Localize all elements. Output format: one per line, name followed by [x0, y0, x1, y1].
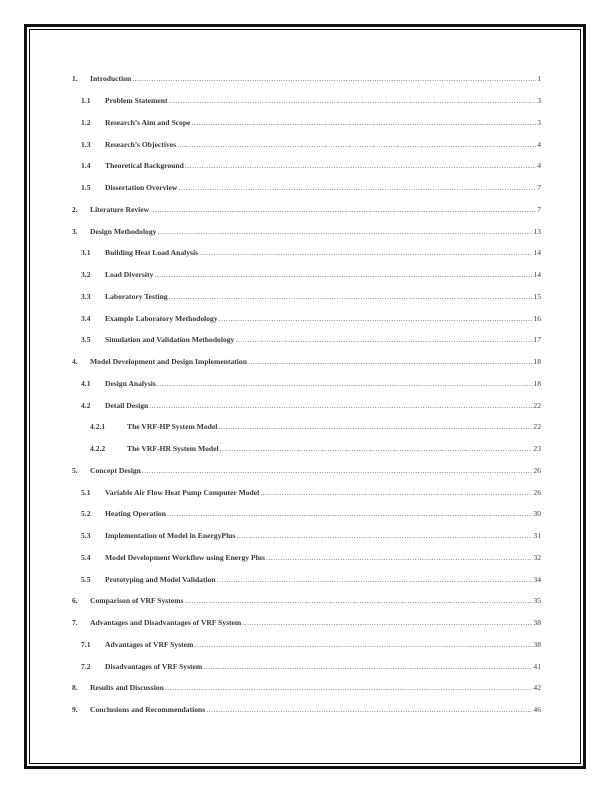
- toc-entry-title: Laboratory Testing: [105, 291, 168, 301]
- toc-entry-page: 18: [533, 378, 541, 388]
- toc-entry-title: Heating Operation: [105, 509, 166, 519]
- toc-entry[interactable]: [72, 416, 541, 438]
- table-of-contents: [72, 68, 541, 721]
- toc-dot-leader: [177, 140, 536, 149]
- toc-entry-page: 38: [533, 639, 541, 649]
- toc-entry[interactable]: [72, 373, 541, 395]
- toc-entry[interactable]: [72, 351, 541, 373]
- toc-dot-leader: [248, 357, 532, 366]
- toc-entry-title: Comparison of VRF Systems: [90, 596, 184, 606]
- toc-entry[interactable]: [72, 699, 541, 721]
- toc-dot-leader: [266, 553, 532, 562]
- toc-entry-number: 3.2: [81, 270, 91, 280]
- toc-dot-leader: [194, 640, 532, 649]
- toc-entry-title: Implementation of Model in EnergyPlus: [105, 531, 236, 541]
- toc-entry[interactable]: [72, 199, 541, 221]
- toc-dot-leader: [235, 335, 532, 344]
- toc-entry-page: 41: [533, 661, 541, 671]
- toc-entry[interactable]: [72, 68, 541, 90]
- toc-entry-title: Load Diversity: [105, 270, 154, 280]
- toc-entry-title: Model Development and Design Implementation: [90, 357, 247, 367]
- toc-entry-number: 3.: [72, 226, 78, 236]
- toc-entry-number: 4.2.2: [90, 444, 106, 454]
- toc-entry[interactable]: [72, 177, 541, 199]
- toc-entry-page: 23: [533, 444, 541, 454]
- toc-entry-number: 3.4: [81, 313, 91, 323]
- toc-entry[interactable]: [72, 481, 541, 503]
- toc-entry-title: Results and Discussion: [90, 683, 164, 693]
- toc-dot-leader: [184, 596, 532, 605]
- toc-entry-number: 7.1: [81, 639, 91, 649]
- toc-entry-page: 35: [533, 596, 541, 606]
- toc-entry-number: 5.4: [81, 552, 91, 562]
- toc-entry-number: 1.1: [81, 96, 91, 106]
- toc-entry-number: 1.: [72, 74, 78, 84]
- toc-entry-number: 4.2.1: [90, 422, 106, 432]
- toc-entry-number: 1.3: [81, 139, 91, 149]
- toc-entry-title: Problem Statement: [105, 96, 168, 106]
- toc-entry-page: 14: [533, 248, 541, 258]
- toc-entry[interactable]: [72, 286, 541, 308]
- toc-entry-page: 22: [533, 400, 541, 410]
- toc-entry-number: 2.: [72, 204, 78, 214]
- toc-entry-title: The VRF-HR System Model: [127, 444, 219, 454]
- toc-entry-page: 13: [533, 226, 541, 236]
- toc-entry-number: 5.2: [81, 509, 91, 519]
- toc-entry-page: 42: [533, 683, 541, 693]
- toc-entry-number: 5.: [72, 465, 78, 475]
- toc-dot-leader: [165, 683, 533, 692]
- toc-entry[interactable]: [72, 612, 541, 634]
- toc-dot-leader: [169, 292, 533, 301]
- toc-entry-page: 7: [537, 183, 541, 193]
- toc-dot-leader: [236, 531, 532, 540]
- toc-entry-number: 3.3: [81, 291, 91, 301]
- toc-dot-leader: [217, 575, 533, 584]
- toc-entry-title: Building Heat Load Analysis: [105, 248, 199, 258]
- toc-dot-leader: [199, 248, 532, 257]
- toc-entry[interactable]: [72, 133, 541, 155]
- toc-entry-title: Example Laboratory Methodology: [105, 313, 218, 323]
- toc-dot-leader: [219, 314, 533, 323]
- toc-entry[interactable]: [72, 329, 541, 351]
- toc-entry-title: Design Analysis: [105, 378, 156, 388]
- toc-entry[interactable]: [72, 394, 541, 416]
- toc-entry-title: Variable Air Flow Heat Pump Computer Model: [105, 487, 260, 497]
- toc-entry-number: 5.3: [81, 531, 91, 541]
- toc-entry[interactable]: [72, 112, 541, 134]
- toc-entry-title: Dissertation Overview: [105, 183, 178, 193]
- toc-dot-leader: [220, 444, 533, 453]
- toc-entry-page: 22: [533, 422, 541, 432]
- toc-entry-number: 1.5: [81, 183, 91, 193]
- toc-entry-number: 7.: [72, 618, 78, 628]
- toc-entry-title: Theoretical Background: [105, 161, 184, 171]
- toc-entry-title: Advantages of VRF System: [105, 639, 194, 649]
- toc-entry-title: Advantages and Disadvantages of VRF System: [90, 618, 242, 628]
- toc-dot-leader: [154, 270, 532, 279]
- toc-entry-page: 17: [533, 335, 541, 345]
- toc-entry-number: 8.: [72, 683, 78, 693]
- toc-entry-page: 3: [537, 117, 541, 127]
- toc-dot-leader: [218, 422, 532, 431]
- toc-entry[interactable]: [72, 460, 541, 482]
- toc-entry[interactable]: [72, 503, 541, 525]
- toc-dot-leader: [167, 509, 532, 518]
- toc-entry-title: Research’s Objectives: [105, 139, 177, 149]
- toc-dot-leader: [150, 205, 536, 214]
- toc-entry[interactable]: [72, 655, 541, 677]
- toc-dot-leader: [157, 379, 533, 388]
- toc-entry-title: Research’s Aim and Scope: [105, 117, 191, 127]
- toc-entry-page: 1: [537, 74, 541, 84]
- toc-entry-title: Introduction: [90, 74, 132, 84]
- toc-entry-page: 16: [533, 313, 541, 323]
- toc-dot-leader: [149, 401, 532, 410]
- toc-entry-number: 6.: [72, 596, 78, 606]
- toc-dot-leader: [185, 161, 536, 170]
- toc-dot-leader: [178, 183, 536, 192]
- toc-entry-title: Design Methodology: [90, 226, 157, 236]
- toc-entry-number: 5.1: [81, 487, 91, 497]
- toc-entry-page: 30: [533, 509, 541, 519]
- toc-entry[interactable]: [72, 438, 541, 460]
- toc-entry-title: Literature Review: [90, 204, 150, 214]
- toc-entry-number: 7.2: [81, 661, 91, 671]
- toc-entry-title: Disadvantages of VRF System: [105, 661, 203, 671]
- toc-dot-leader: [169, 96, 537, 105]
- toc-entry-page: 38: [533, 618, 541, 628]
- toc-entry-number: 4.: [72, 357, 78, 367]
- toc-entry-title: Conclusions and Recommendations: [90, 705, 206, 715]
- toc-dot-leader: [132, 74, 536, 83]
- toc-entry-title: Simulation and Validation Methodology: [105, 335, 235, 345]
- toc-entry[interactable]: [72, 242, 541, 264]
- toc-dot-leader: [203, 662, 532, 671]
- toc-entry[interactable]: [72, 264, 541, 286]
- toc-dot-leader: [157, 227, 532, 236]
- toc-entry-page: 31: [533, 531, 541, 541]
- toc-entry[interactable]: [72, 677, 541, 699]
- toc-entry-page: 26: [533, 465, 541, 475]
- toc-entry-page: 7: [537, 204, 541, 214]
- toc-entry-number: 9.: [72, 705, 78, 715]
- toc-entry-number: 4.2: [81, 400, 91, 410]
- toc-entry[interactable]: [72, 90, 541, 112]
- toc-entry-number: 3.5: [81, 335, 91, 345]
- toc-dot-leader: [142, 466, 533, 475]
- toc-dot-leader: [191, 118, 536, 127]
- toc-entry[interactable]: [72, 307, 541, 329]
- toc-entry-page: 14: [533, 270, 541, 280]
- toc-entry-page: 32: [533, 552, 541, 562]
- toc-dot-leader: [242, 618, 532, 627]
- toc-entry-page: 26: [533, 487, 541, 497]
- toc-entry-title: Prototyping and Model Validation: [105, 574, 216, 584]
- toc-entry[interactable]: [72, 568, 541, 590]
- toc-entry-page: 4: [537, 161, 541, 171]
- toc-entry-title: Concept Design: [90, 465, 141, 475]
- toc-entry-number: 4.1: [81, 378, 91, 388]
- toc-entry-page: 46: [533, 705, 541, 715]
- toc-entry-page: 34: [533, 574, 541, 584]
- toc-entry-number: 1.4: [81, 161, 91, 171]
- toc-dot-leader: [260, 488, 532, 497]
- toc-entry[interactable]: [72, 634, 541, 656]
- toc-entry-page: 3: [537, 96, 541, 106]
- toc-entry[interactable]: [72, 547, 541, 569]
- toc-entry[interactable]: [72, 155, 541, 177]
- toc-entry-number: 5.5: [81, 574, 91, 584]
- toc-dot-leader: [206, 705, 532, 714]
- toc-entry-title: The VRF-HP System Model: [127, 422, 218, 432]
- toc-entry-title: Model Development Workflow using Energy Plus: [105, 552, 265, 562]
- toc-entry[interactable]: [72, 220, 541, 242]
- toc-entry-number: 3.1: [81, 248, 91, 258]
- toc-entry-page: 15: [533, 291, 541, 301]
- toc-entry[interactable]: [72, 590, 541, 612]
- toc-entry-page: 18: [533, 357, 541, 367]
- toc-entry-title: Detail Design: [105, 400, 149, 410]
- toc-entry-number: 1.2: [81, 117, 91, 127]
- toc-entry[interactable]: [72, 525, 541, 547]
- toc-entry-page: 4: [537, 139, 541, 149]
